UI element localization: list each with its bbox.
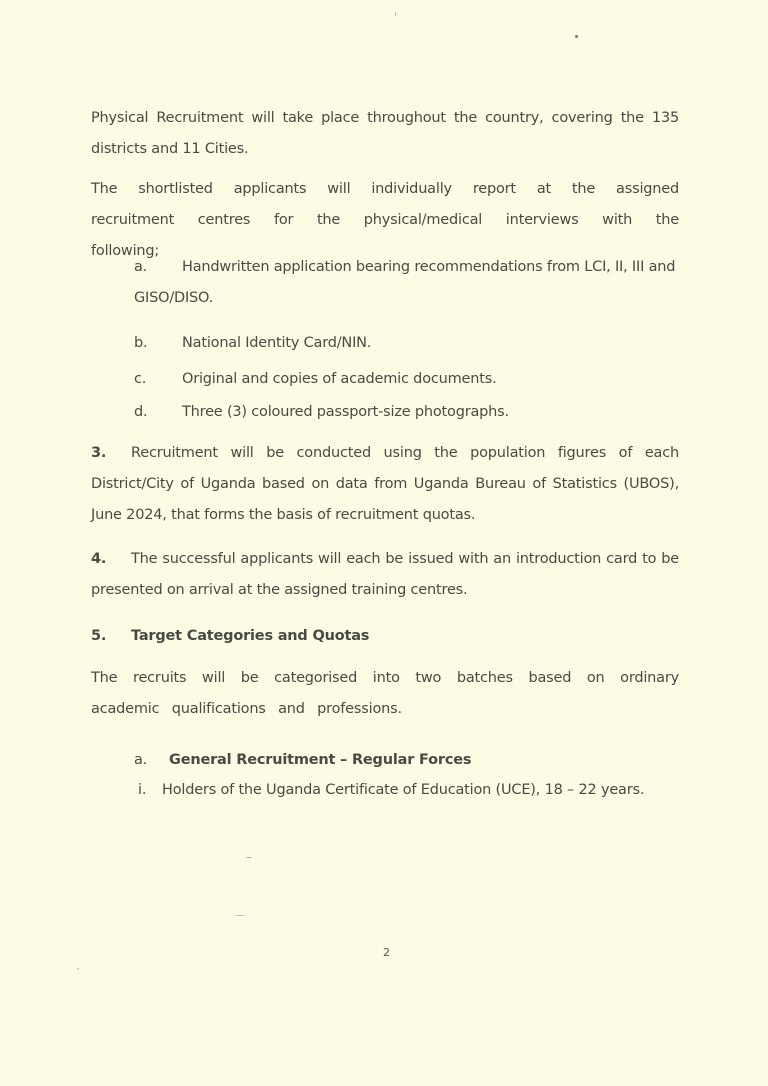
subsection-item-label: i. — [138, 782, 147, 798]
requirement-item-d — [134, 397, 684, 428]
requirement-text: National Identity Card/NIN. — [182, 335, 372, 351]
subsection-a-heading — [134, 745, 684, 776]
subsection-item-text: Holders of the Uganda Certificate of Education (UCE), 18 – 22 years. — [162, 782, 645, 798]
scan-speck — [235, 915, 245, 916]
section-text: Recruitment will be conducted using the population figures of each District/City of Uganda based on data from Uganda Bureau of Statistics (UBOS), June 2024, that forms the basis of recruitment quotas. — [91, 445, 679, 523]
section-number: 3. — [91, 445, 107, 461]
requirement-text: Handwritten application bearing recommendations from LCI, II, III and GISO/DISO. — [134, 259, 676, 306]
intro-paragraph: Physical Recruitment will take place throughout the country, covering the 135 districts and 11 Cities. — [91, 110, 679, 157]
section-4 — [91, 544, 679, 606]
section-number: 5. — [91, 628, 107, 644]
subsection-label: a. — [134, 752, 148, 768]
requirement-text: Three (3) coloured passport-size photographs. — [182, 404, 509, 420]
shortlisted-paragraph: The shortlisted applicants will individually report at the assigned recruitment centres for the physical/medical interviews with the following; — [91, 181, 679, 259]
requirement-text: Original and copies of academic documents. — [182, 371, 497, 387]
scan-speck — [246, 857, 252, 858]
requirement-item-b — [134, 328, 684, 359]
scan-speck — [395, 12, 396, 16]
requirement-item-c — [134, 364, 684, 395]
requirement-item-a — [134, 252, 679, 314]
section-number: 4. — [91, 551, 107, 567]
section-heading: Target Categories and Quotas — [131, 628, 370, 644]
section-text: The successful applicants will each be issued with an introduction card to be presented on arrival at the assigned training centres. — [91, 551, 679, 598]
section-3 — [91, 438, 679, 531]
section-5-heading — [91, 621, 679, 652]
scan-speck — [575, 35, 578, 38]
section-5-text: The recruits will be categorised into two batches based on ordinary academic qualifications and professions. — [91, 670, 679, 717]
requirement-label: d. — [134, 404, 148, 420]
requirement-label: a. — [134, 259, 148, 275]
requirement-label: c. — [134, 371, 147, 387]
subsection-heading: General Recruitment – Regular Forces — [169, 752, 472, 768]
subsection-item-i — [138, 779, 684, 801]
scan-speck — [77, 968, 79, 970]
requirement-label: b. — [134, 335, 148, 351]
page-number: 2 — [383, 946, 390, 959]
